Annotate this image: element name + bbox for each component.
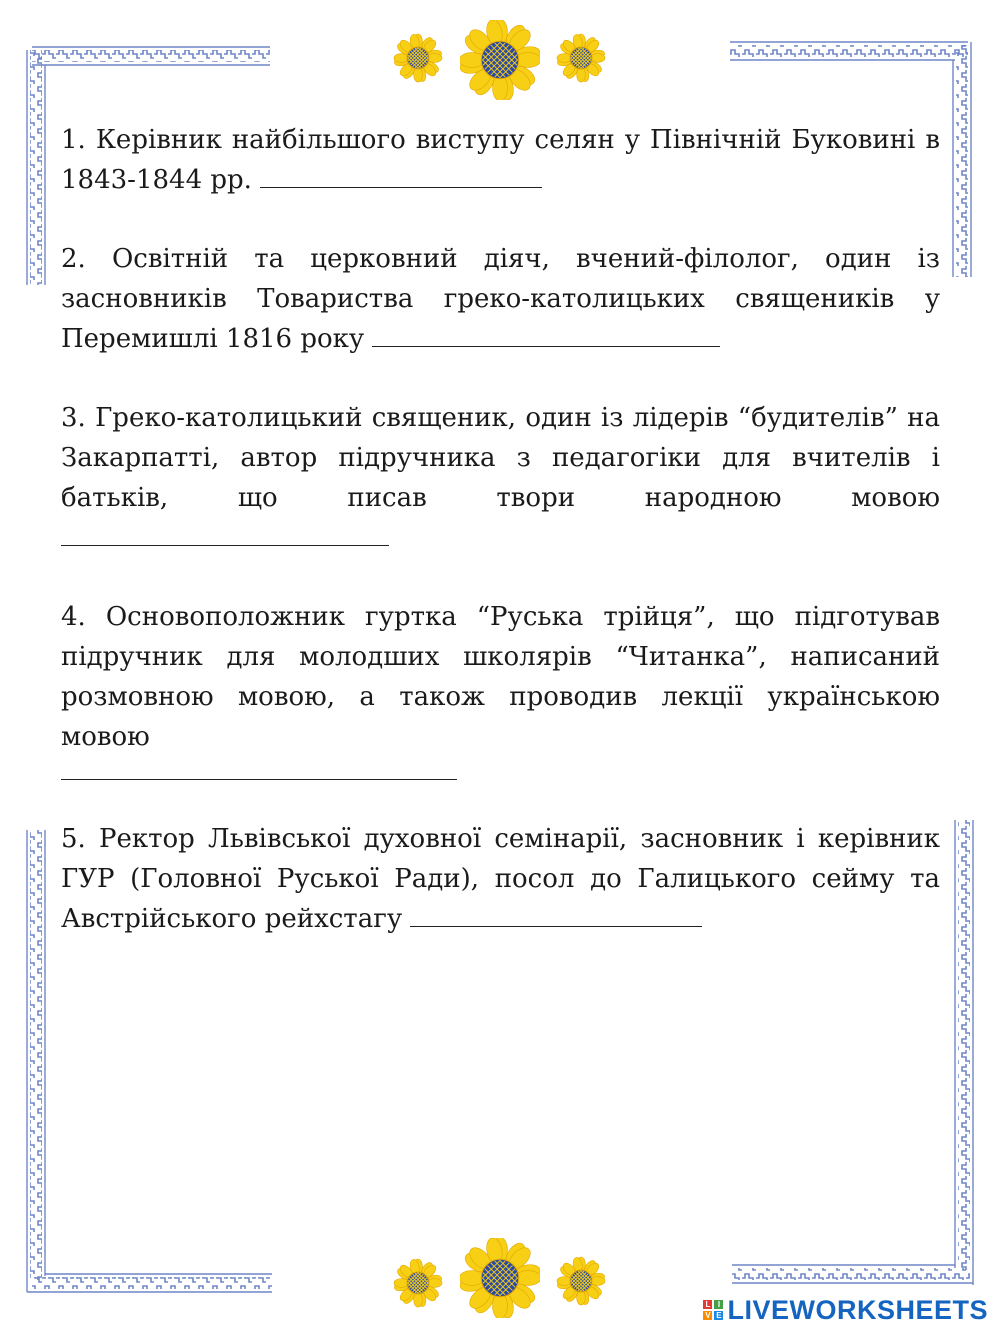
question-4 — [61, 597, 940, 780]
question-number: 5. — [61, 824, 86, 854]
question-3 — [61, 398, 940, 558]
question-1 — [61, 120, 940, 200]
answer-blank[interactable] — [260, 165, 542, 188]
logo-mark-letter: V — [705, 1311, 711, 1320]
question-number: 3. — [61, 403, 86, 433]
liveworksheets-logo[interactable] — [703, 1293, 988, 1327]
answer-blank[interactable] — [372, 324, 720, 347]
answer-blank[interactable] — [61, 523, 389, 546]
question-text: Освітній та церковний діяч, вчений-філолог, один із засновників Товариства греко-католицьких священиків у Перемишлі 1816 року — [61, 244, 940, 354]
question-list — [61, 120, 940, 978]
question-text: Керівник найбільшого виступу селян у Північній Буковині в 1843-1844 рр. — [61, 125, 941, 195]
logo-mark-icon — [703, 1300, 723, 1320]
question-number: 2. — [61, 244, 86, 274]
question-text: Основоположник гуртка “Руська трійця”, що підготував підручник для молодших школярів “Читанка”, написаний розмовною мовою, а також проводив лекції українською мовою — [61, 602, 941, 752]
logo-mark-letter: I — [714, 1300, 723, 1309]
question-number: 1. — [61, 125, 86, 155]
question-number: 4. — [61, 602, 86, 632]
logo-mark-letter: L — [703, 1300, 712, 1309]
answer-blank[interactable] — [61, 757, 457, 780]
logo-mark-letter: E — [716, 1311, 722, 1320]
logo-text: LIVEWORKSHEETS — [727, 1294, 988, 1325]
question-2 — [61, 239, 940, 359]
answer-blank[interactable] — [410, 904, 702, 927]
question-text: Ректор Львівської духовної семінарії, засновник і керівник ГУР (Головної Руської Ради), посол до Галицького сейму та Австрійського рейхстагу — [61, 824, 941, 934]
question-5 — [61, 819, 940, 939]
question-text: Греко-католицький священик, один із лідерів “будителів” на Закарпатті, автор підручника з педагогіки для вчителів і батьків, що писав твори народною мовою — [61, 403, 941, 513]
